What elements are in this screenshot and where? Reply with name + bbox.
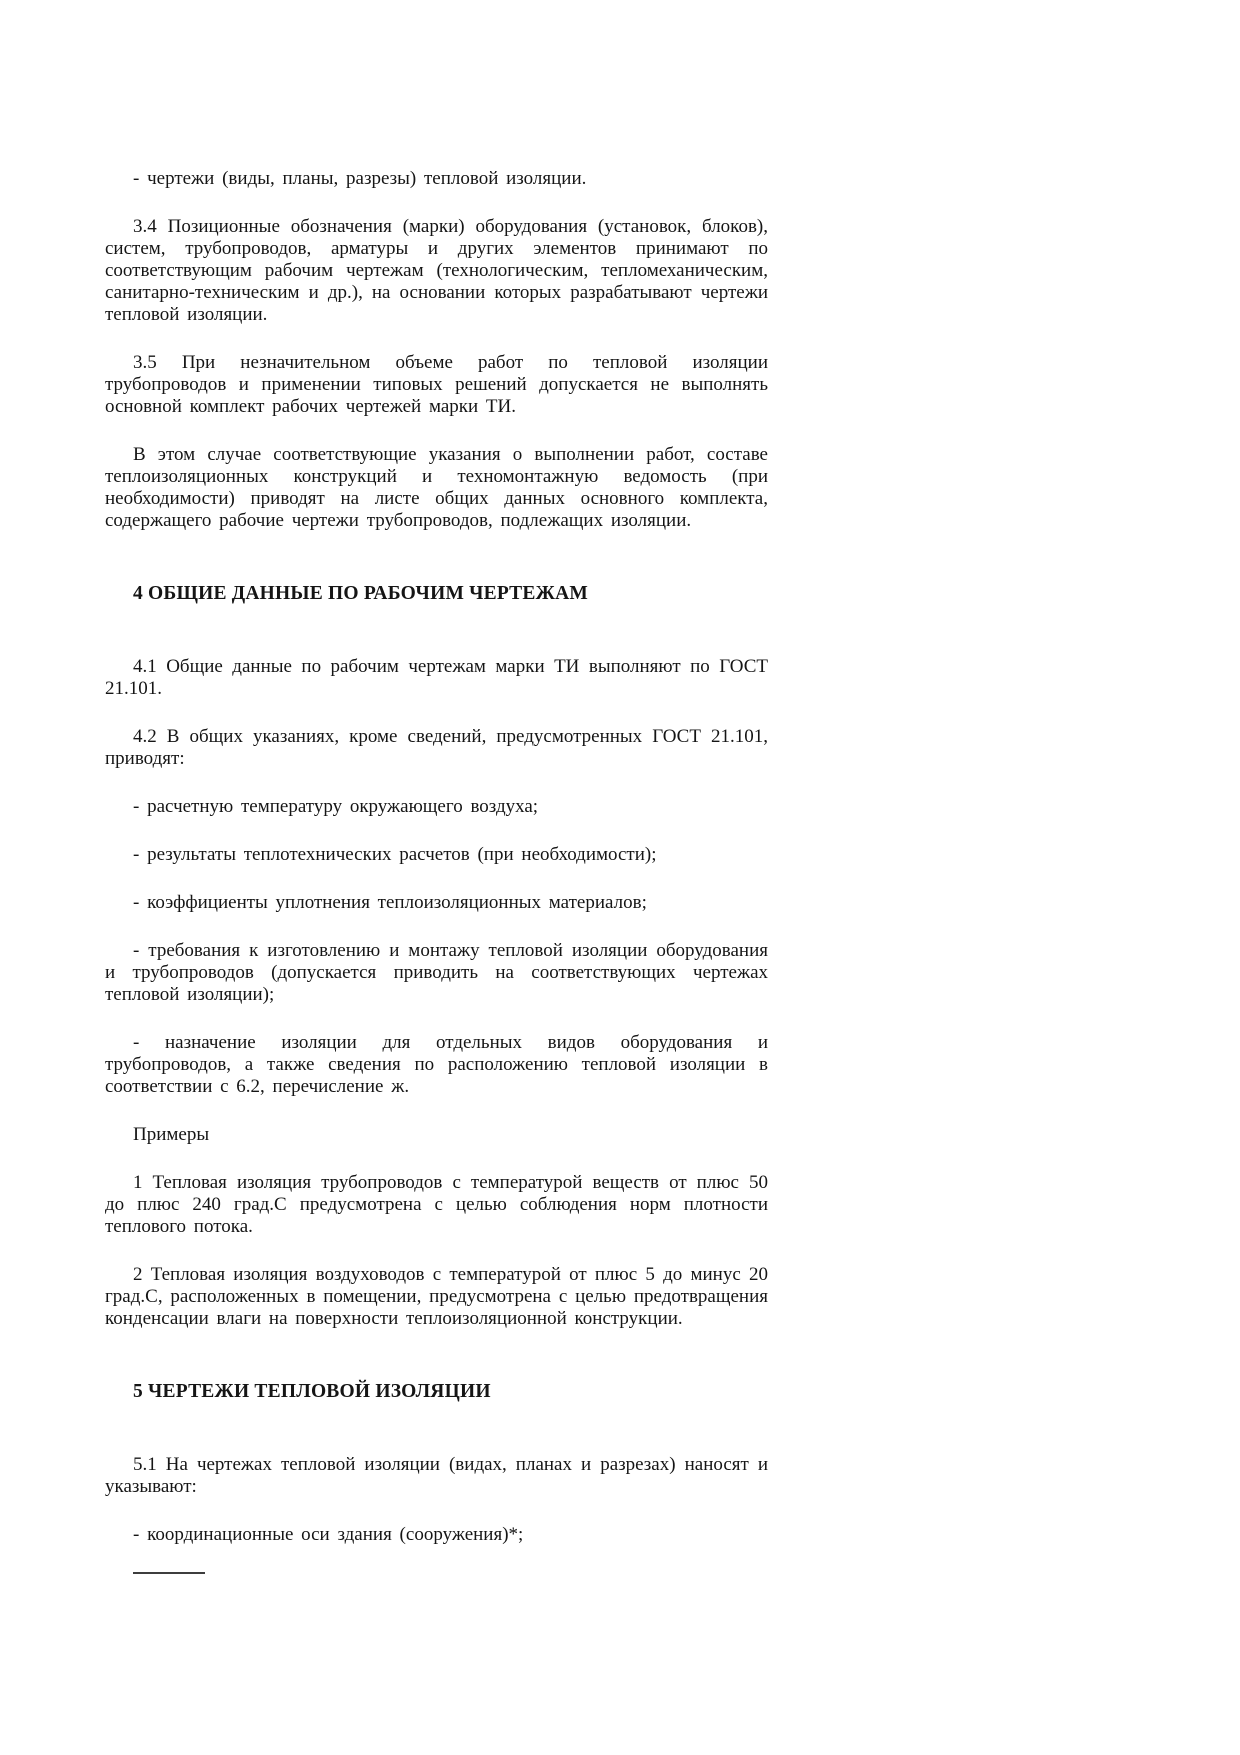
- list-item-axes: - координационные оси здания (сооружения)*;: [133, 1524, 524, 1545]
- paragraph-3-4: 3.4 Позиционные обозначения (марки) оборудования (установок, блоков), систем, трубопроводов, арматуры и других элементов принимают по соответствующим рабочим чертежам (технологическим, тепломеханическим, санитарно-техническим и др.), на основании которых разрабатывают чертежи тепловой изоляции.: [105, 216, 768, 325]
- example-1: 1 Тепловая изоляция трубопроводов с температурой веществ от плюс 50 до плюс 240 град.С предусмотрена с целью соблюдения норм плотности теплового потока.: [105, 1172, 768, 1237]
- list-item-temperature: - расчетную температуру окружающего воздуха;: [133, 796, 539, 817]
- paragraph-4-1: 4.1 Общие данные по рабочим чертежам марки ТИ выполняют по ГОСТ 21.101.: [105, 656, 768, 699]
- list-item-drawings: - чертежи (виды, планы, разрезы) тепловой изоляции.: [133, 168, 587, 189]
- section-heading-5: 5 ЧЕРТЕЖИ ТЕПЛОВОЙ ИЗОЛЯЦИИ: [133, 1381, 491, 1402]
- section-heading-4: 4 ОБЩИЕ ДАННЫЕ ПО РАБОЧИМ ЧЕРТЕЖАМ: [133, 583, 588, 604]
- document-page: [105, 168, 768, 1574]
- paragraph-3-5-note: В этом случае соответствующие указания о выполнении работ, составе теплоизоляционных конструкций и техномонтажную ведомость (при необходимости) приводят на листе общих данных основного комплекта, содержащего рабочие чертежи трубопроводов, подлежащих изоляции.: [105, 444, 768, 531]
- list-item-calculations: - результаты теплотехнических расчетов (при необходимости);: [133, 844, 657, 865]
- list-item-designation: - назначение изоляции для отдельных видов оборудования и трубопроводов, а также сведения по расположению тепловой изоляции в соответствии с 6.2, перечисление ж.: [105, 1032, 768, 1097]
- paragraph-5-1: 5.1 На чертежах тепловой изоляции (видах, планах и разрезах) наносят и указывают:: [105, 1454, 768, 1497]
- paragraph-3-5: 3.5 При незначительном объеме работ по тепловой изоляции трубопроводов и применении типовых решений допускается не выполнять основной комплект рабочих чертежей марки ТИ.: [105, 352, 768, 417]
- footnote-divider: [133, 1572, 205, 1574]
- examples-label: Примеры: [133, 1124, 210, 1145]
- paragraph-4-2: 4.2 В общих указаниях, кроме сведений, предусмотренных ГОСТ 21.101, приводят:: [105, 726, 768, 769]
- example-2: 2 Тепловая изоляция воздуховодов с температурой от плюс 5 до минус 20 град.С, расположенных в помещении, предусмотрена с целью предотвращения конденсации влаги на поверхности теплоизоляционной конструкции.: [105, 1264, 768, 1329]
- list-item-requirements: - требования к изготовлению и монтажу тепловой изоляции оборудования и трубопроводов (допускается приводить на соответствующих чертежах тепловой изоляции);: [105, 940, 768, 1005]
- list-item-coefficients: - коэффициенты уплотнения теплоизоляционных материалов;: [133, 892, 647, 913]
